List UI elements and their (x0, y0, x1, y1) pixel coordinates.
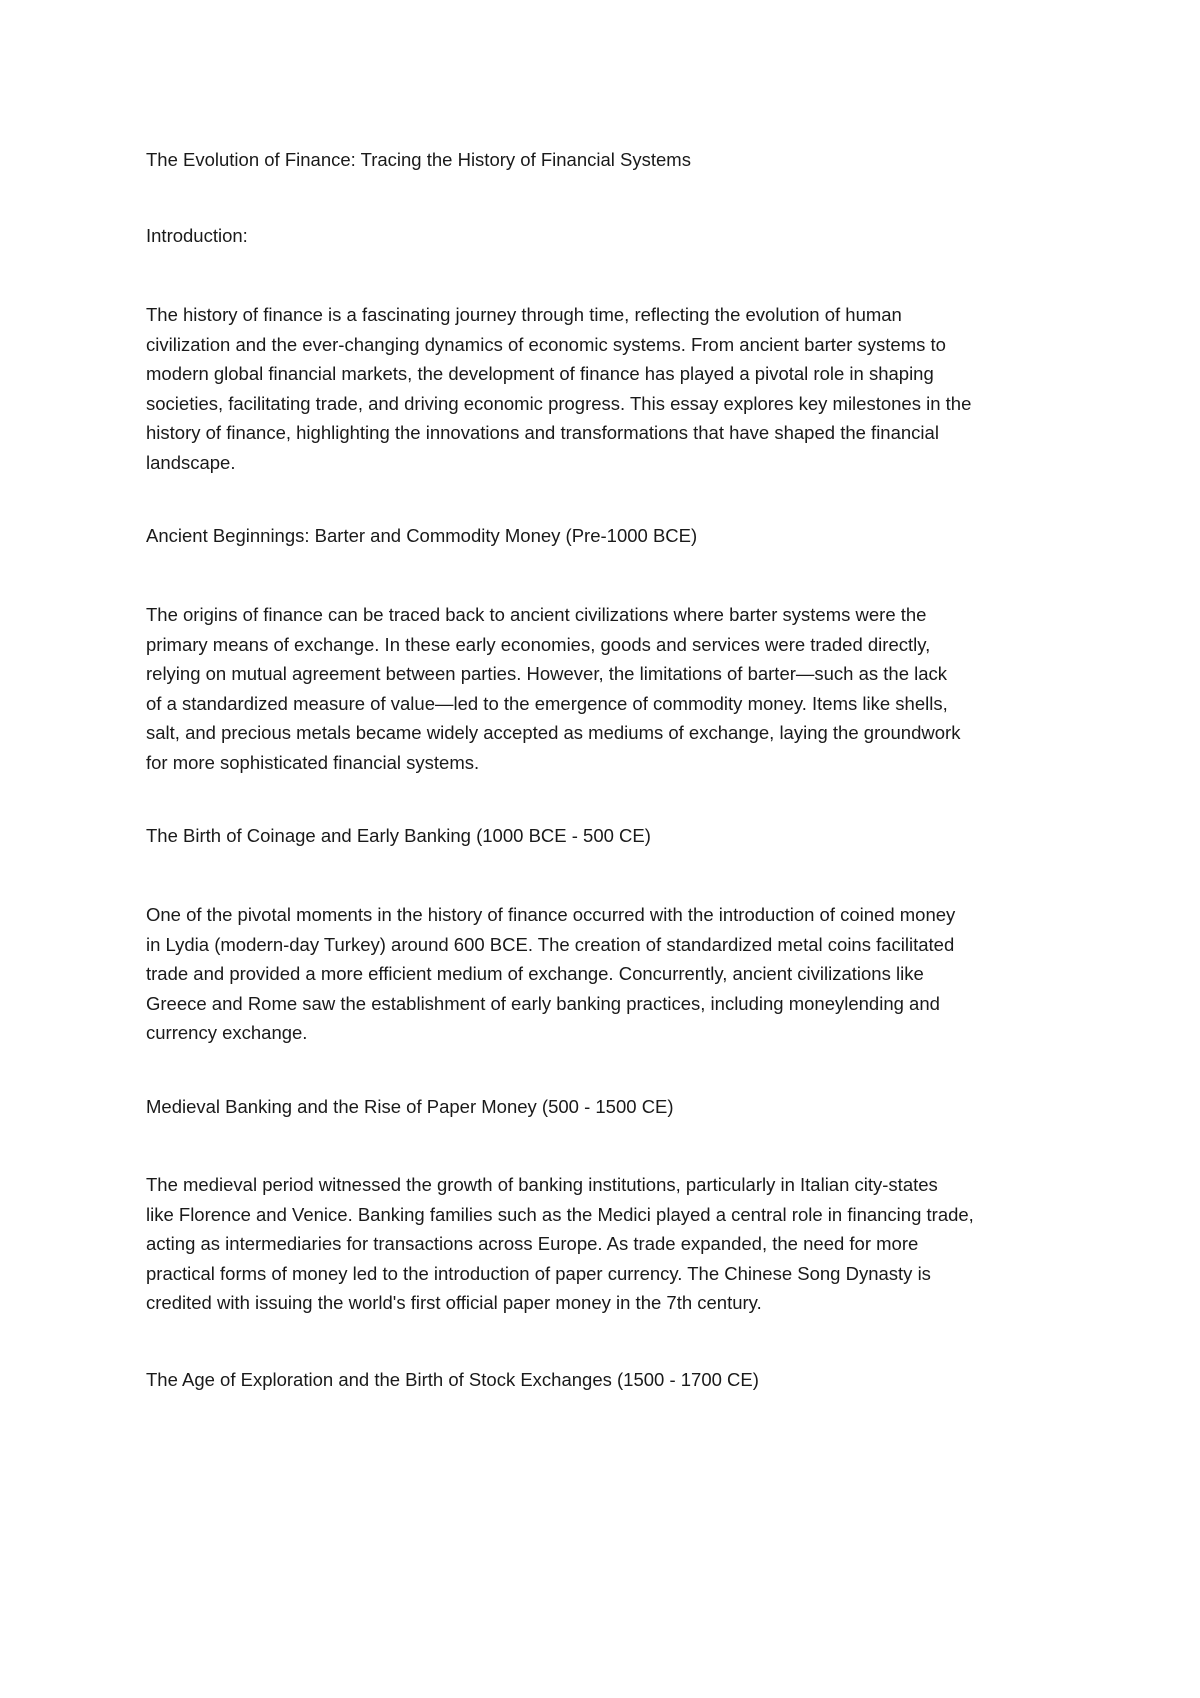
paragraph-medieval-banking (146, 1170, 1066, 1318)
paragraph-line: relying on mutual agreement between parties. However, the limitations of barter—such as the lack (146, 663, 948, 684)
paragraph-line: salt, and precious metals became widely accepted as mediums of exchange, laying the groundwork (146, 722, 961, 743)
section-heading-birth-of-coinage: The Birth of Coinage and Early Banking (1000 BCE - 500 CE) (146, 825, 651, 846)
paragraph-line: civilization and the ever-changing dynamics of economic systems. From ancient barter systems to (146, 333, 946, 355)
paragraph-line: acting as intermediaries for transactions across Europe. As trade expanded, the need for more (146, 1233, 919, 1254)
paragraph-line: landscape. (146, 451, 236, 473)
paragraph-birth-of-coinage (146, 900, 1066, 1048)
paragraph-line: Greece and Rome saw the establishment of early banking practices, including moneylending and (146, 992, 940, 1014)
section-heading-introduction: Introduction: (146, 225, 248, 246)
paragraph-ancient-beginnings (146, 600, 1066, 777)
paragraph-introduction (146, 300, 1066, 477)
paragraph-line: of a standardized measure of value—led to the emergence of commodity money. Items like shells, (146, 692, 948, 714)
paragraph-line: trade and provided a more efficient medium of exchange. Concurrently, ancient civilizations like (146, 963, 924, 984)
paragraph-line: primary means of exchange. In these early economies, goods and services were traded directly, (146, 633, 931, 655)
paragraph-line: modern global financial markets, the development of finance has played a pivotal role in shaping (146, 363, 934, 384)
section-heading-ancient-beginnings: Ancient Beginnings: Barter and Commodity Money (Pre-1000 BCE) (146, 525, 698, 546)
paragraph-line: credited with issuing the world's first official paper money in the 7th century. (146, 1292, 762, 1313)
paragraph-line: The medieval period witnessed the growth of banking institutions, particularly in Italian city-states (146, 1174, 938, 1195)
paragraph-line: like Florence and Venice. Banking families such as the Medici played a central role in financing trade, (146, 1203, 974, 1225)
paragraph-line: currency exchange. (146, 1022, 308, 1043)
paragraph-line: societies, facilitating trade, and driving economic progress. This essay explores key milestones in the (146, 392, 972, 414)
paragraph-line: history of finance, highlighting the innovations and transformations that have shaped the financial (146, 422, 939, 443)
paragraph-line: in Lydia (modern-day Turkey) around 600 BCE. The creation of standardized metal coins facilitated (146, 933, 955, 955)
section-heading-age-of-exploration: The Age of Exploration and the Birth of Stock Exchanges (1500 - 1700 CE) (146, 1369, 759, 1390)
paragraph-line: One of the pivotal moments in the history of finance occurred with the introduction of coined money (146, 904, 956, 925)
paragraph-line: for more sophisticated financial systems. (146, 751, 480, 773)
paragraph-line: practical forms of money led to the introduction of paper currency. The Chinese Song Dynasty is (146, 1262, 931, 1284)
paragraph-line: The origins of finance can be traced back to ancient civilizations where barter systems were the (146, 604, 927, 625)
document-title: The Evolution of Finance: Tracing the History of Financial Systems (146, 149, 691, 170)
section-heading-medieval-banking: Medieval Banking and the Rise of Paper Money (500 - 1500 CE) (146, 1096, 674, 1117)
paragraph-line: The history of finance is a fascinating journey through time, reflecting the evolution of human (146, 304, 902, 325)
